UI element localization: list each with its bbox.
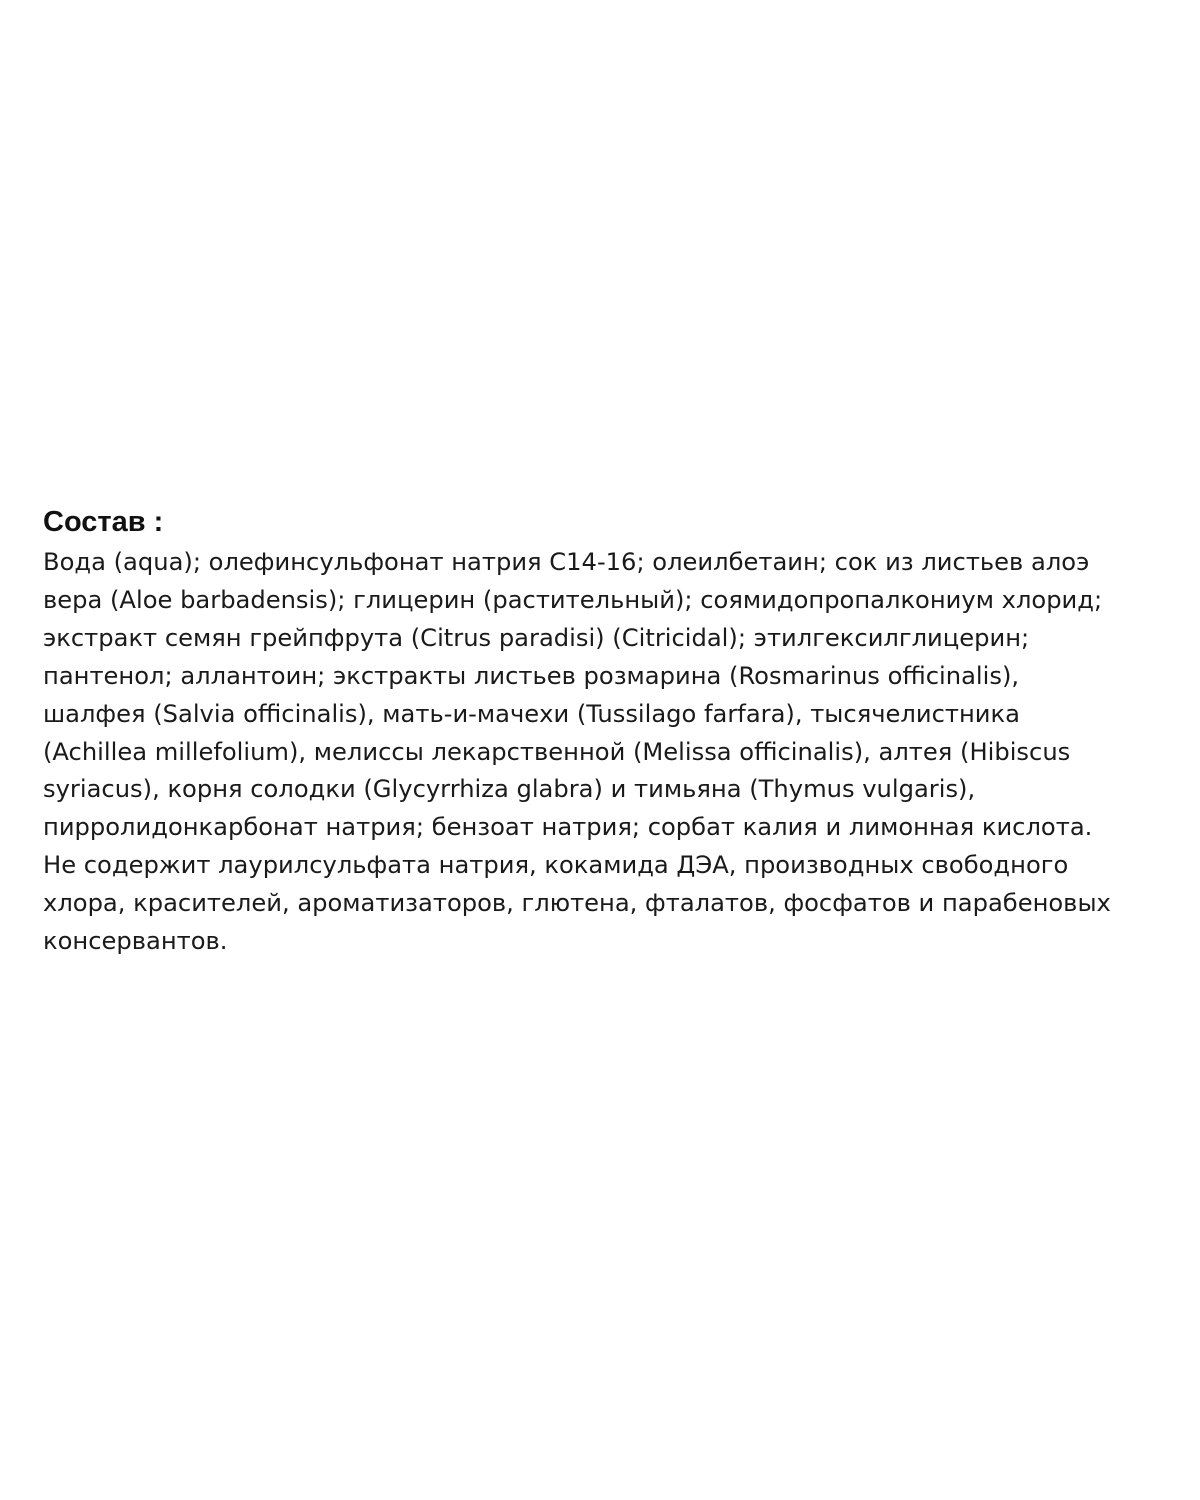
ingredients-title: Состав :	[43, 506, 164, 538]
ingredients-line: syriacus), корня солодки (Glycyrrhiza glabra) и тимьяна (Thymus vulgaris),	[43, 775, 976, 804]
ingredients-line: консервантов.	[43, 927, 228, 956]
ingredients-line: пантенол; аллантоин; экстракты листьев розмарина (Rosmarinus officinalis),	[43, 661, 1020, 690]
ingredients-line: хлора, красителей, ароматизаторов, глютена, фталатов, фосфатов и парабеновых	[43, 889, 1111, 918]
ingredients-line: пирролидонкарбонат натрия; бензоат натрия; сорбат калия и лимонная кислота.	[43, 813, 1093, 842]
ingredients-line: (Achillea millefolium), мелиссы лекарственной (Melissa officinalis), алтея (Hibiscus	[43, 737, 1071, 766]
ingredients-line: экстракт семян грейпфрута (Citrus paradisi) (Citricidal); этилгексилглицерин;	[43, 623, 1030, 652]
ingredients-line: Не содержит лаурилсульфата натрия, кокамида ДЭА, производных свободного	[43, 851, 1069, 880]
ingredients-line: вера (Aloe barbadensis); глицерин (растительный); соямидопропалкониум хлорид;	[43, 585, 1103, 614]
ingredients-line: Вода (aqua); олефинсульфонат натрия C14-16; олеилбетаин; сок из листьев алоэ	[43, 548, 1090, 576]
ingredients-line: шалфея (Salvia officinalis), мать-и-мачехи (Tussilago farfara), тысячелистника	[43, 699, 1020, 728]
ingredients-text	[43, 544, 1173, 961]
ingredients-block	[43, 500, 1173, 961]
